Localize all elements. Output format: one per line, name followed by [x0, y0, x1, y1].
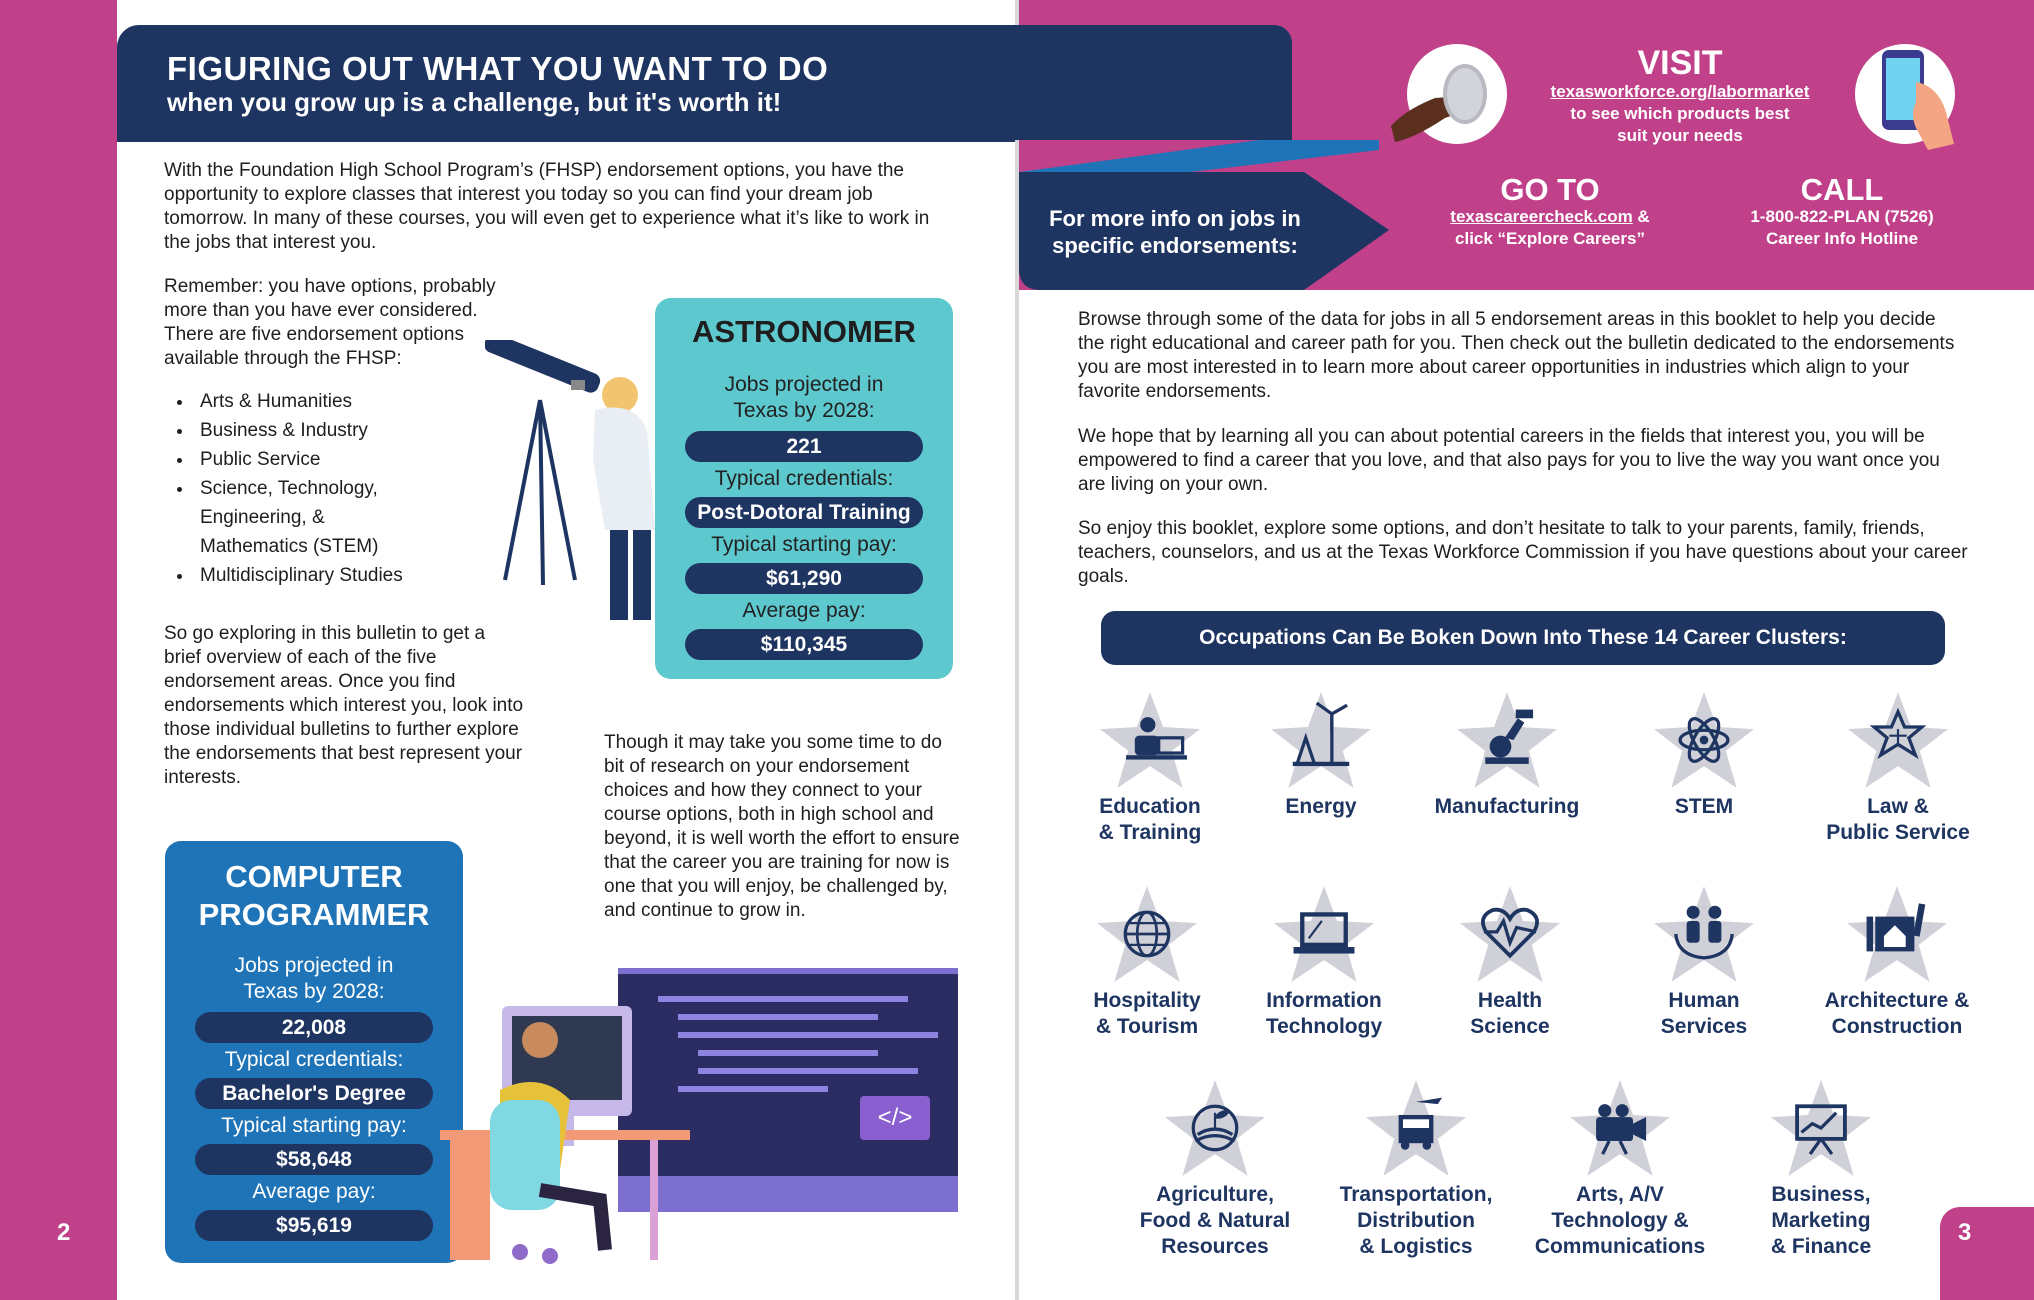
astronomer-jobs-value: 221 — [685, 431, 923, 462]
astronomer-start-value: $61,290 — [685, 563, 923, 594]
programmer-jobs-value: 22,008 — [195, 1012, 433, 1043]
cluster-label-line: Arts, A/V — [1576, 1183, 1664, 1206]
career-cluster — [1721, 1078, 1921, 1260]
cluster-label-line: & Finance — [1770, 1235, 1872, 1258]
page-number-right: 3 — [1958, 1219, 1972, 1246]
career-cluster — [1520, 1078, 1720, 1260]
career-cluster — [1047, 884, 1247, 1040]
subheadline: when you grow up is a challenge, but it's worth it! — [167, 87, 782, 117]
cluster-label-line: Communications — [1534, 1235, 1706, 1258]
programmer-avg-label: Average pay: — [252, 1180, 376, 1203]
more-info-text: For more info on jobs in specific endorsements: — [1049, 206, 1301, 258]
page-number-right-tab — [1940, 1207, 2034, 1300]
cluster-label — [1221, 794, 1421, 820]
manufacturing-icon — [1452, 690, 1562, 790]
astronomer-start-label: Typical starting pay: — [711, 533, 897, 556]
goto-text: click “Explore Careers” — [1455, 229, 1645, 248]
astronomer-card — [655, 298, 953, 679]
clusters-heading: Occupations Can Be Boken Down Into These 14 Career Clusters: — [1101, 611, 1945, 665]
intro-paragraph: With the Foundation High School Program’s (FHSP) endorsement options, you have the opportunity to explore classes that interest you today so you can find your dream job tomorrow. In many of these courses, you will even get to experience what it’s like to work in the jobs that interest you. — [164, 160, 930, 253]
cluster-label-line: Human — [1668, 989, 1740, 1012]
career-cluster — [1604, 690, 1804, 820]
cluster-label — [1224, 988, 1424, 1040]
cluster-label-line: Hospitality — [1093, 989, 1201, 1012]
cluster-label-line: Law & — [1867, 795, 1929, 818]
cluster-label-line: Marketing — [1771, 1209, 1871, 1232]
visit-link[interactable]: texasworkforce.org/labormarket — [1550, 82, 1810, 101]
call-title: CALL — [1800, 172, 1884, 207]
laptop-icon — [1269, 884, 1379, 984]
cluster-label-line: Business, — [1771, 1183, 1871, 1206]
remember-paragraph: Remember: you have options, probably more than you have ever considered. There are five endorsement options available through the FHSP: — [164, 276, 496, 369]
heartbeat-icon — [1455, 884, 1565, 984]
video-camera-icon — [1565, 1078, 1675, 1178]
cluster-label-line: Architecture & — [1824, 989, 1970, 1012]
career-cluster — [1797, 884, 1997, 1040]
programmer-title-line2: PROGRAMMER — [198, 897, 430, 932]
programmer-avg-value: $95,619 — [195, 1210, 433, 1241]
cluster-label-line: & Training — [1098, 821, 1202, 844]
cluster-label — [1050, 794, 1250, 846]
page-number-left: 2 — [57, 1219, 71, 1246]
goto-amp: & — [1632, 207, 1650, 226]
cluster-label — [1721, 1182, 1921, 1260]
programmer-start-label: Typical starting pay: — [221, 1114, 407, 1137]
endorsement-list — [164, 387, 464, 590]
cluster-label-line: Energy — [1285, 795, 1357, 818]
mouse-hand-icon — [1385, 38, 1515, 148]
cluster-label — [1604, 988, 1804, 1040]
phone-hand-icon — [1850, 42, 1970, 152]
cluster-label-line: STEM — [1674, 795, 1734, 818]
list-item: • Business & Industry — [194, 416, 464, 445]
code-tag: </> — [860, 1096, 930, 1140]
blueprint-house-icon — [1842, 884, 1952, 984]
call-number[interactable]: 1-800-822-PLAN (7526) — [1750, 207, 1934, 226]
goto-line — [1400, 207, 1700, 227]
cluster-label — [1798, 794, 1998, 846]
globe-icon — [1092, 884, 1202, 984]
cluster-label-line: Transportation, — [1339, 1183, 1493, 1206]
cluster-label-line: Information — [1266, 989, 1382, 1012]
cluster-label — [1604, 794, 1804, 820]
cluster-label — [1407, 794, 1607, 820]
astronomer-cred-value: Post-Dotoral Training — [685, 497, 923, 528]
cluster-label — [1115, 1182, 1315, 1260]
cluster-label-line: Public Service — [1826, 821, 1970, 844]
cluster-label — [1410, 988, 1610, 1040]
career-cluster — [1410, 884, 1610, 1040]
sheriff-badge-icon — [1843, 690, 1953, 790]
career-cluster — [1224, 884, 1424, 1040]
programmer-card — [165, 841, 463, 1263]
cluster-label-line: Health — [1477, 989, 1543, 1012]
right-paragraph-1: Browse through some of the data for jobs in all 5 endorsement areas in this booklet to help you decide the right educational and career path for you. Then check out the bulletin dedicated to the endorsements you are most interested in to learn more about career opportunities in industries which align to your favorite endorsements. — [1078, 309, 1955, 402]
programmer-jobs-label: Jobs projected in Texas by 2028: — [234, 954, 394, 1003]
cluster-label-line: & Tourism — [1095, 1015, 1199, 1038]
astronomer-jobs-label: Jobs projected in Texas by 2028: — [724, 373, 884, 422]
truck-plane-icon — [1361, 1078, 1471, 1178]
goto-title: GO TO — [1500, 172, 1600, 207]
cluster-label-line: Distribution — [1357, 1209, 1475, 1232]
education-icon — [1095, 690, 1205, 790]
cluster-label — [1047, 988, 1247, 1040]
career-cluster — [1316, 1078, 1516, 1260]
list-item: • Multidisciplinary Studies — [194, 561, 464, 590]
list-item: • Science, Technology, Engineering, & Mathematics (STEM) — [194, 474, 410, 561]
people-icon — [1649, 884, 1759, 984]
programmer-illustration — [440, 1000, 700, 1270]
goto-link[interactable]: texascareercheck.com — [1450, 207, 1633, 226]
cluster-label-line: Services — [1660, 1015, 1748, 1038]
astronomer-title: ASTRONOMER — [692, 314, 916, 349]
visit-title: VISIT — [1637, 44, 1723, 82]
cluster-label — [1316, 1182, 1516, 1260]
programmer-cred-value: Bachelor's Degree — [195, 1078, 433, 1109]
headline: FIGURING OUT WHAT YOU WANT TO DO — [167, 50, 829, 87]
research-paragraph: Though it may take you some time to do bit of research on your endorsement choices and how they connect to your course options, both in high school and beyond, it is well worth the effort to ensure that the career you are training for now is one that you will enjoy, be challenged by, and continue to grow in. — [604, 732, 960, 921]
explore-paragraph: So go exploring in this bulletin to get a brief overview of each of the five endorsement areas. Once you find endorsements which interest you, look into those individual bulletins to further explore the endorsements that best represent your interests. — [164, 623, 524, 788]
career-cluster — [1050, 690, 1250, 846]
cluster-label-line: Education — [1099, 795, 1201, 818]
sprout-field-icon — [1160, 1078, 1270, 1178]
cluster-label-line: & Logistics — [1359, 1235, 1473, 1258]
astronomer-avg-label: Average pay: — [742, 599, 866, 622]
cluster-label-line: Technology — [1265, 1015, 1383, 1038]
list-item: • Public Service — [194, 445, 464, 474]
programmer-title-line1: COMPUTER — [225, 859, 403, 894]
astronomer-cred-label: Typical credentials: — [714, 467, 894, 490]
presentation-chart-icon — [1766, 1078, 1876, 1178]
cluster-label-line: Resources — [1161, 1235, 1269, 1258]
cluster-label-line: Agriculture, — [1156, 1183, 1274, 1206]
career-cluster — [1798, 690, 1998, 846]
astronomer-avg-value: $110,345 — [685, 629, 923, 660]
visit-text: to see which products best suit your needs — [1570, 104, 1790, 145]
header-banner-extension — [1015, 25, 1292, 140]
cluster-label-line: Science — [1470, 1015, 1550, 1038]
programmer-start-value: $58,648 — [195, 1144, 433, 1175]
career-cluster — [1221, 690, 1421, 820]
cluster-label-line: Construction — [1831, 1015, 1963, 1038]
list-item: • Arts & Humanities — [194, 387, 464, 416]
career-cluster — [1407, 690, 1607, 820]
career-cluster — [1115, 1078, 1315, 1260]
right-paragraph-2: We hope that by learning all you can about potential careers in the fields that interest you, you will be empowered to find a career that you love, and that also pays for you to live the way you want once you are living on your own. — [1078, 426, 1940, 495]
atom-icon — [1649, 690, 1759, 790]
cluster-label-line: Manufacturing — [1434, 795, 1580, 818]
energy-icon — [1266, 690, 1376, 790]
cluster-label-line: Food & Natural — [1139, 1209, 1291, 1232]
call-text: Career Info Hotline — [1765, 229, 1919, 248]
cluster-label-line: Technology & — [1551, 1209, 1689, 1232]
right-paragraph-3: So enjoy this booklet, explore some options, and don’t hesitate to talk to your parents, family, friends, teachers, counselors, and us at the Texas Workforce Commission if you have questions about your career goals. — [1078, 518, 1968, 587]
cluster-label — [1797, 988, 1997, 1040]
cluster-label — [1520, 1182, 1720, 1260]
career-cluster — [1604, 884, 1804, 1040]
programmer-cred-label: Typical credentials: — [224, 1048, 404, 1071]
